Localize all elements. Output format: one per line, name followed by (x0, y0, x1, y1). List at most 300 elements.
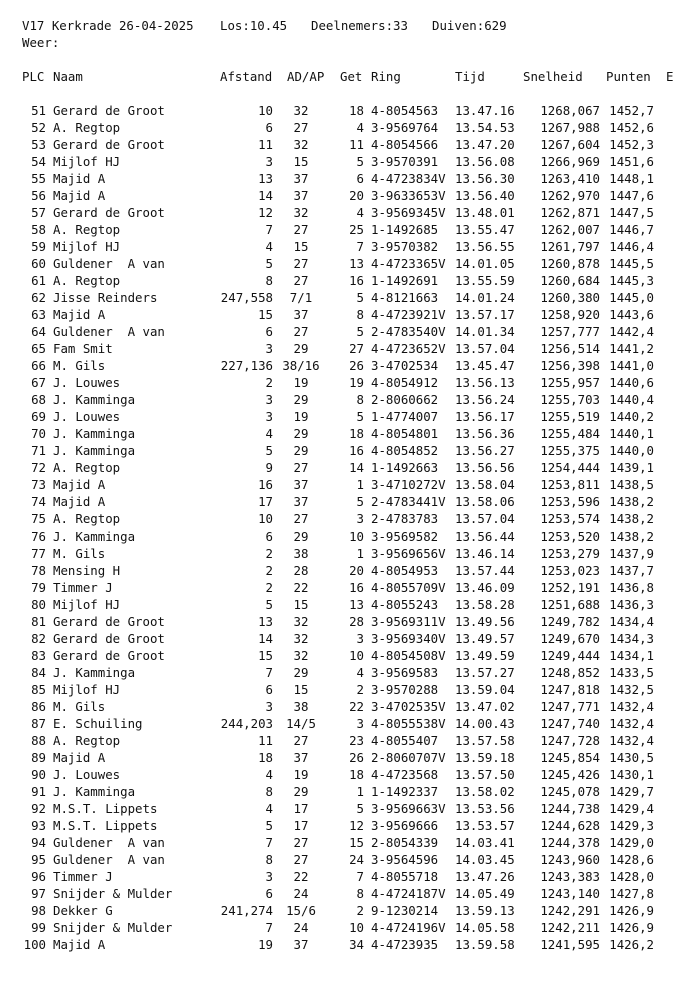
get-cell: 4 (356, 664, 364, 680)
plc-cell: 90 (31, 766, 46, 782)
name-cell: J. Kamminga (53, 426, 136, 442)
plc-cell: 96 (31, 868, 46, 884)
name-cell: Majid A (53, 188, 106, 204)
distance-cell: 13 (258, 613, 273, 629)
get-cell: 2 (356, 902, 364, 918)
speed-cell: 1255,703 (540, 392, 600, 408)
ring-cell: 1-1492663 (371, 460, 439, 476)
get-cell: 14 (349, 460, 364, 476)
get-cell: 5 (356, 154, 364, 170)
name-cell: Mijlof HJ (53, 239, 121, 255)
ring-cell: 4-8054801 (371, 426, 439, 442)
points-cell: 1452,3 (609, 137, 654, 153)
plc-cell: 91 (31, 783, 46, 799)
distance-cell: 8 (265, 273, 273, 289)
name-cell: Majid A (53, 171, 106, 187)
name-cell: A. Regtop (53, 222, 121, 238)
plc-cell: 95 (31, 851, 46, 867)
distance-cell: 2 (265, 562, 273, 578)
ring-cell: 1-4774007 (371, 409, 439, 425)
get-cell: 18 (349, 766, 364, 782)
speed-cell: 1263,410 (540, 171, 600, 187)
distance-cell: 14 (258, 188, 273, 204)
table-row (0, 647, 670, 664)
plc-cell: 74 (31, 494, 46, 510)
get-cell: 4 (356, 205, 364, 221)
plc-cell: 66 (31, 358, 46, 374)
distance-cell: 16 (258, 477, 273, 493)
ring-cell: 3-9633653V (371, 188, 446, 204)
ad-ap-cell: 15 (293, 154, 309, 170)
get-cell: 5 (356, 494, 364, 510)
points-cell: 1430,5 (609, 749, 654, 765)
ad-ap-cell: 27 (293, 222, 309, 238)
get-cell: 12 (349, 817, 364, 833)
points-cell: 1446,7 (609, 222, 654, 238)
table-row (0, 851, 670, 868)
time-cell: 14.01.24 (455, 290, 515, 306)
table-row (0, 749, 670, 766)
get-cell: 15 (349, 834, 364, 850)
name-cell: Mensing H (53, 562, 121, 578)
get-cell: 18 (349, 103, 364, 118)
time-cell: 14.03.41 (455, 834, 515, 850)
distance-cell: 10 (258, 103, 273, 118)
name-cell: Dekker G (53, 902, 113, 918)
time-cell: 13.57.44 (455, 562, 515, 578)
points-cell: 1429,7 (609, 783, 654, 799)
time-cell: 13.57.27 (455, 664, 515, 680)
ring-cell: 4-4723652V (371, 341, 446, 357)
ring-cell: 1-1492337 (371, 783, 439, 799)
distance-cell: 9 (265, 460, 273, 476)
name-cell: J. Louwes (53, 375, 121, 391)
points-cell: 1441,0 (609, 358, 654, 374)
points-cell: 1432,4 (609, 698, 654, 714)
col-get: Get (340, 69, 363, 84)
name-cell: M. Gils (53, 698, 106, 714)
points-cell: 1440,0 (609, 443, 654, 459)
points-cell: 1438,2 (609, 528, 654, 544)
get-cell: 8 (356, 392, 364, 408)
get-cell: 10 (349, 528, 364, 544)
time-cell: 13.57.04 (455, 341, 515, 357)
time-cell: 13.59.58 (455, 936, 515, 952)
distance-cell: 227,136 (220, 358, 273, 374)
ad-ap-cell: 32 (293, 137, 309, 153)
speed-cell: 1262,007 (540, 222, 600, 238)
plc-cell: 76 (31, 528, 46, 544)
distance-cell: 7 (265, 664, 273, 680)
name-cell: J. Kamminga (53, 443, 136, 459)
time-cell: 13.56.27 (455, 443, 515, 459)
ring-cell: 3-9564596 (371, 851, 439, 867)
ad-ap-cell: 27 (293, 834, 309, 850)
name-cell: M.S.T. Lippets (53, 800, 158, 816)
name-cell: Guldener A van (53, 851, 165, 867)
get-cell: 3 (356, 715, 364, 731)
get-cell: 23 (349, 732, 364, 748)
distance-cell: 4 (265, 800, 273, 816)
speed-cell: 1253,279 (540, 545, 600, 561)
distance-cell: 3 (265, 341, 273, 357)
plc-cell: 55 (31, 171, 46, 187)
time-cell: 14.01.34 (455, 324, 515, 340)
ad-ap-cell: 29 (293, 392, 309, 408)
table-row (0, 613, 670, 630)
ad-ap-cell: 32 (293, 205, 309, 221)
points-cell: 1438,2 (609, 511, 654, 527)
ad-ap-cell: 27 (293, 732, 309, 748)
speed-cell: 1245,078 (540, 783, 600, 799)
ring-cell: 4-8054852 (371, 443, 439, 459)
speed-cell: 1249,782 (540, 613, 600, 629)
distance-cell: 247,558 (220, 290, 273, 306)
plc-cell: 80 (31, 596, 46, 612)
time-cell: 13.47.16 (455, 103, 515, 118)
table-row (0, 766, 670, 783)
time-cell: 13.54.53 (455, 120, 515, 136)
speed-cell: 1253,520 (540, 528, 600, 544)
points-cell: 1448,1 (609, 171, 654, 187)
speed-cell: 1243,140 (540, 885, 600, 901)
table-row (0, 698, 670, 715)
name-cell: Gerard de Groot (53, 103, 165, 118)
speed-cell: 1256,514 (540, 341, 600, 357)
speed-cell: 1262,970 (540, 188, 600, 204)
ad-ap-cell: 29 (293, 783, 309, 799)
plc-cell: 97 (31, 885, 46, 901)
get-cell: 16 (349, 579, 364, 595)
plc-cell: 94 (31, 834, 46, 850)
distance-cell: 2 (265, 579, 273, 595)
table-row (0, 562, 670, 579)
points-cell: 1445,0 (609, 290, 654, 306)
name-cell: Mijlof HJ (53, 154, 121, 170)
plc-cell: 64 (31, 324, 46, 340)
ad-ap-cell: 27 (293, 273, 309, 289)
distance-cell: 4 (265, 239, 273, 255)
table-row (0, 919, 670, 936)
time-cell: 13.46.09 (455, 579, 515, 595)
get-cell: 6 (356, 171, 364, 187)
ad-ap-cell: 27 (293, 256, 309, 272)
points-cell: 1447,5 (609, 205, 654, 221)
name-cell: Gerard de Groot (53, 613, 165, 629)
name-cell: Guldener A van (53, 834, 165, 850)
participant-count: Deelnemers:33 (311, 18, 408, 33)
table-row (0, 136, 670, 153)
plc-cell: 73 (31, 477, 46, 493)
plc-cell: 70 (31, 426, 46, 442)
name-cell: A. Regtop (53, 273, 121, 289)
ad-ap-cell: 38 (293, 545, 309, 561)
speed-cell: 1247,728 (540, 732, 600, 748)
time-cell: 14.05.49 (455, 885, 515, 901)
speed-cell: 1243,960 (540, 851, 600, 867)
plc-cell: 67 (31, 375, 46, 391)
ring-cell: 4-8054508V (371, 647, 446, 663)
speed-cell: 1260,380 (540, 290, 600, 306)
time-cell: 14.00.43 (455, 715, 515, 731)
table-row (0, 715, 670, 732)
speed-cell: 1242,211 (540, 919, 600, 935)
name-cell: Majid A (53, 477, 106, 493)
plc-cell: 83 (31, 647, 46, 663)
points-cell: 1434,4 (609, 613, 654, 629)
table-row (0, 459, 670, 476)
table-row (0, 170, 670, 187)
speed-cell: 1254,444 (540, 460, 600, 476)
distance-cell: 3 (265, 392, 273, 408)
ad-ap-cell: 17 (293, 817, 309, 833)
plc-cell: 58 (31, 222, 46, 238)
points-cell: 1438,2 (609, 494, 654, 510)
ad-ap-cell: 27 (293, 324, 309, 340)
points-cell: 1440,6 (609, 375, 654, 391)
speed-cell: 1268,067 (540, 103, 600, 118)
name-cell: Majid A (53, 936, 106, 952)
ring-cell: 4-8121663 (371, 290, 439, 306)
time-cell: 13.57.04 (455, 511, 515, 527)
speed-cell: 1245,854 (540, 749, 600, 765)
points-cell: 1437,9 (609, 545, 654, 561)
get-cell: 2 (356, 681, 364, 697)
ad-ap-cell: 32 (293, 630, 309, 646)
time-cell: 13.53.57 (455, 817, 515, 833)
ring-cell: 2-8054339 (371, 834, 439, 850)
ad-ap-cell: 19 (293, 375, 309, 391)
time-cell: 13.59.13 (455, 902, 515, 918)
name-cell: A. Regtop (53, 120, 121, 136)
points-cell: 1436,3 (609, 596, 654, 612)
table-row (0, 510, 670, 527)
points-cell: 1427,8 (609, 885, 654, 901)
distance-cell: 17 (258, 494, 273, 510)
speed-cell: 1249,444 (540, 647, 600, 663)
ring-cell: 3-9569311V (371, 613, 446, 629)
points-cell: 1452,6 (609, 120, 654, 136)
ad-ap-cell: 27 (293, 460, 309, 476)
table-row (0, 102, 670, 119)
plc-cell: 69 (31, 409, 46, 425)
distance-cell: 3 (265, 868, 273, 884)
table-row (0, 289, 670, 306)
distance-cell: 4 (265, 426, 273, 442)
ring-cell: 2-4783441V (371, 494, 446, 510)
distance-cell: 8 (265, 783, 273, 799)
ring-cell: 4-8054563 (371, 103, 439, 118)
ad-ap-cell: 38 (293, 698, 309, 714)
speed-cell: 1253,811 (540, 477, 600, 493)
points-cell: 1440,4 (609, 392, 654, 408)
get-cell: 3 (356, 511, 364, 527)
distance-cell: 7 (265, 919, 273, 935)
ad-ap-cell: 29 (293, 443, 309, 459)
name-cell: A. Regtop (53, 460, 121, 476)
get-cell: 16 (349, 443, 364, 459)
time-cell: 13.59.04 (455, 681, 515, 697)
distance-cell: 7 (265, 834, 273, 850)
get-cell: 16 (349, 273, 364, 289)
ad-ap-cell: 37 (293, 749, 309, 765)
table-row (0, 596, 670, 613)
get-cell: 24 (349, 851, 364, 867)
ring-cell: 4-8054953 (371, 562, 439, 578)
table-row (0, 374, 670, 391)
get-cell: 7 (356, 868, 364, 884)
ring-cell: 3-9569656V (371, 545, 446, 561)
col-afstand: Afstand (220, 69, 273, 84)
ring-cell: 2-8060707V (371, 749, 446, 765)
table-row (0, 408, 670, 425)
table-row (0, 187, 670, 204)
get-cell: 10 (349, 919, 364, 935)
distance-cell: 12 (258, 205, 273, 221)
get-cell: 28 (349, 613, 364, 629)
ring-cell: 4-8054566 (371, 137, 439, 153)
speed-cell: 1244,628 (540, 817, 600, 833)
weather-label: Weer: (22, 35, 60, 50)
plc-cell: 92 (31, 800, 46, 816)
plc-cell: 75 (31, 511, 46, 527)
ad-ap-cell: 19 (293, 766, 309, 782)
plc-cell: 57 (31, 205, 46, 221)
table-row (0, 493, 670, 510)
distance-cell: 11 (258, 137, 273, 153)
ring-cell: 3-9569663V (371, 800, 446, 816)
col-e: E (666, 69, 673, 84)
ring-cell: 1-1492691 (371, 273, 439, 289)
distance-cell: 6 (265, 528, 273, 544)
get-cell: 18 (349, 426, 364, 442)
ring-cell: 4-4723935 (371, 936, 439, 952)
ad-ap-cell: 32 (293, 647, 309, 663)
plc-cell: 51 (31, 103, 46, 118)
time-cell: 13.56.08 (455, 154, 515, 170)
speed-cell: 1247,818 (540, 681, 600, 697)
plc-cell: 52 (31, 120, 46, 136)
speed-cell: 1245,426 (540, 766, 600, 782)
ring-cell: 4-8055718 (371, 868, 439, 884)
name-cell: Snijder & Mulder (53, 919, 173, 935)
time-cell: 13.58.02 (455, 783, 515, 799)
speed-cell: 1255,484 (540, 426, 600, 442)
speed-cell: 1253,574 (540, 511, 600, 527)
speed-cell: 1255,957 (540, 375, 600, 391)
name-cell: A. Regtop (53, 732, 121, 748)
speed-cell: 1257,777 (540, 324, 600, 340)
time-cell: 13.47.26 (455, 868, 515, 884)
ad-ap-cell: 37 (293, 477, 309, 493)
release-time: Los:10.45 (220, 18, 288, 33)
table-row (0, 391, 670, 408)
time-cell: 13.56.17 (455, 409, 515, 425)
speed-cell: 1252,191 (540, 579, 600, 595)
ring-cell: 9-1230214 (371, 902, 439, 918)
plc-cell: 89 (31, 749, 46, 765)
ring-cell: 3-9569583 (371, 664, 439, 680)
plc-cell: 68 (31, 392, 46, 408)
plc-cell: 61 (31, 273, 46, 289)
get-cell: 4 (356, 120, 364, 136)
plc-cell: 59 (31, 239, 46, 255)
distance-cell: 15 (258, 307, 273, 323)
points-cell: 1439,1 (609, 460, 654, 476)
ring-cell: 4-8055709V (371, 579, 446, 595)
ring-cell: 4-4723365V (371, 256, 446, 272)
ring-cell: 3-9569666 (371, 817, 439, 833)
time-cell: 13.56.24 (455, 392, 515, 408)
ad-ap-cell: 37 (293, 494, 309, 510)
points-cell: 1434,1 (609, 647, 654, 663)
points-cell: 1451,6 (609, 154, 654, 170)
distance-cell: 5 (265, 443, 273, 459)
ring-cell: 4-4724187V (371, 885, 446, 901)
get-cell: 3 (356, 630, 364, 646)
plc-cell: 56 (31, 188, 46, 204)
get-cell: 1 (356, 783, 364, 799)
time-cell: 13.58.04 (455, 477, 515, 493)
table-row (0, 204, 670, 221)
ad-ap-cell: 7/1 (289, 290, 313, 306)
points-cell: 1430,1 (609, 766, 654, 782)
speed-cell: 1260,684 (540, 273, 600, 289)
points-cell: 1452,7 (609, 103, 654, 118)
time-cell: 13.56.40 (455, 188, 515, 204)
distance-cell: 10 (258, 511, 273, 527)
plc-cell: 77 (31, 545, 46, 561)
plc-cell: 84 (31, 664, 46, 680)
name-cell: M.S.T. Lippets (53, 817, 158, 833)
plc-cell: 60 (31, 256, 46, 272)
name-cell: Majid A (53, 494, 106, 510)
name-cell: M. Gils (53, 358, 106, 374)
table-row (0, 817, 670, 834)
table-row (0, 800, 670, 817)
distance-cell: 6 (265, 120, 273, 136)
distance-cell: 3 (265, 409, 273, 425)
name-cell: Mijlof HJ (53, 596, 121, 612)
name-cell: A. Regtop (53, 511, 121, 527)
ad-ap-cell: 19 (293, 409, 309, 425)
plc-cell: 98 (31, 902, 46, 918)
get-cell: 11 (349, 137, 364, 153)
time-cell: 13.49.59 (455, 647, 515, 663)
speed-cell: 1267,988 (540, 120, 600, 136)
col-naam: Naam (53, 69, 83, 84)
time-cell: 13.49.56 (455, 613, 515, 629)
ring-cell: 3-4702534 (371, 358, 439, 374)
table-row (0, 476, 670, 493)
distance-cell: 5 (265, 256, 273, 272)
ring-cell: 3-9570382 (371, 239, 439, 255)
time-cell: 13.56.13 (455, 375, 515, 391)
speed-cell: 1241,595 (540, 936, 600, 952)
get-cell: 8 (356, 307, 364, 323)
col-plc: PLC (22, 69, 45, 84)
points-cell: 1437,7 (609, 562, 654, 578)
name-cell: Jisse Reinders (53, 290, 158, 306)
name-cell: M. Gils (53, 545, 106, 561)
table-row (0, 272, 670, 289)
table-row (0, 119, 670, 136)
ring-cell: 4-4723834V (371, 171, 446, 187)
points-cell: 1426,9 (609, 902, 654, 918)
table-row (0, 868, 670, 885)
speed-cell: 1253,023 (540, 562, 600, 578)
time-cell: 13.49.57 (455, 630, 515, 646)
